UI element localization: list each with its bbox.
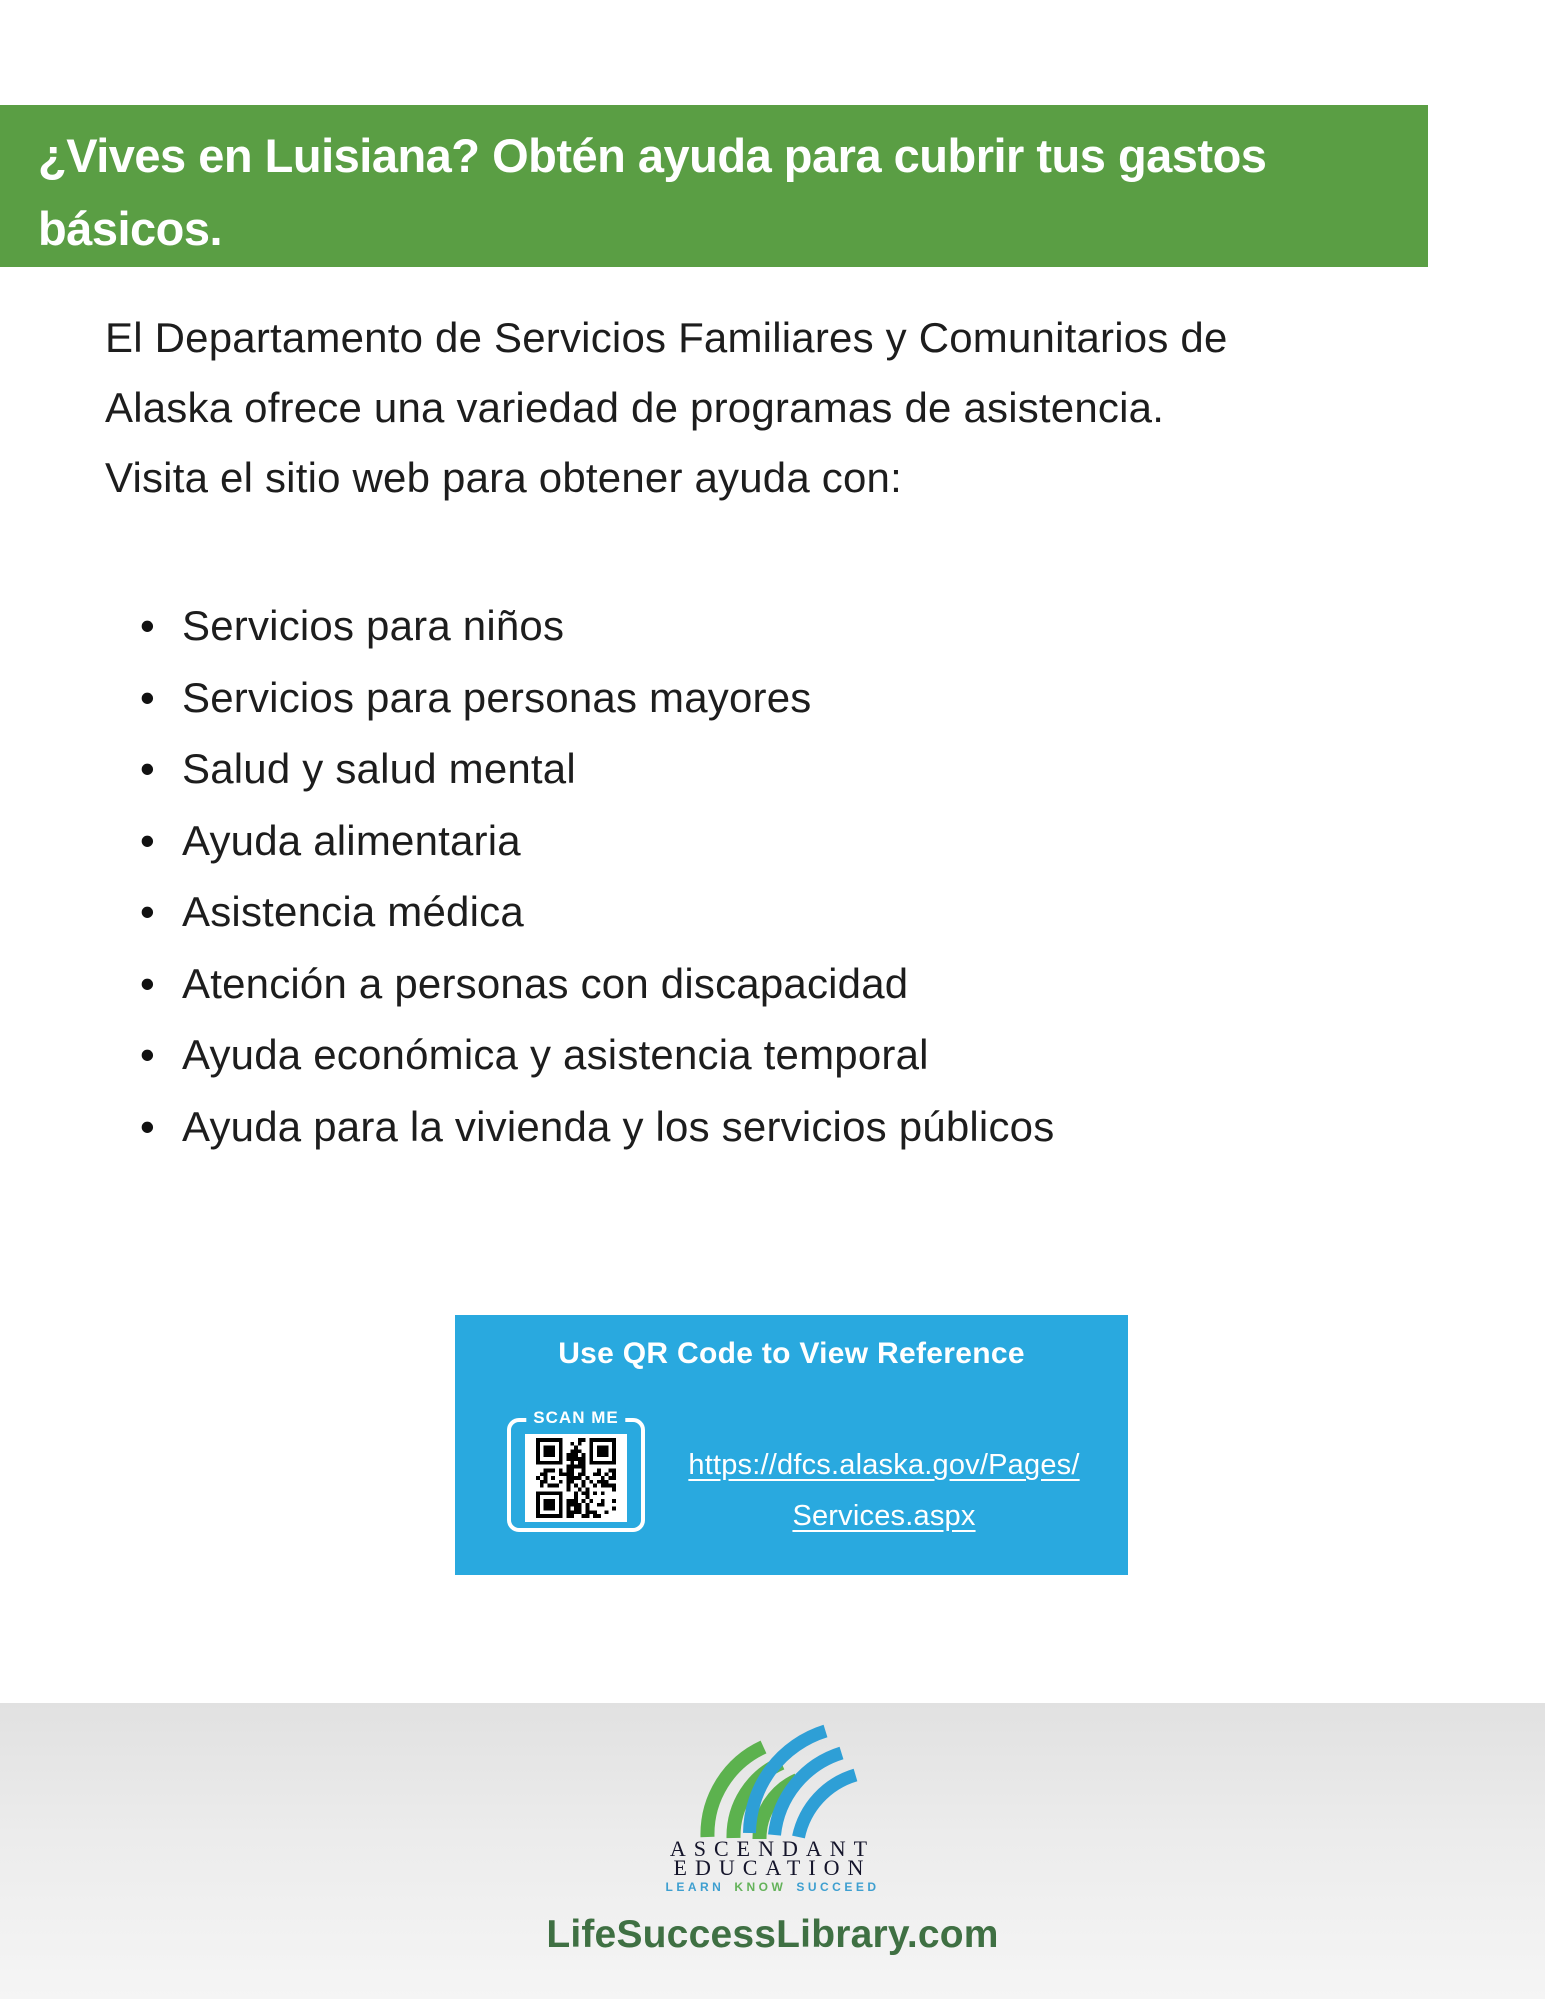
bullet-icon: •	[140, 888, 155, 935]
qr-reference-box	[455, 1315, 1128, 1575]
brand-line-ascendant: ASCENDANT	[669, 1836, 876, 1861]
footer	[0, 1703, 1545, 1999]
list-item	[140, 662, 1440, 734]
brand-wordmark	[665, 1836, 880, 1894]
reference-link-line2[interactable]: Services.aspx	[792, 1500, 976, 1532]
website-url: LifeSuccessLibrary.com	[546, 1913, 999, 1956]
list-item-label: Servicios para personas mayores	[182, 673, 812, 721]
qr-box-title: Use QR Code to View Reference	[558, 1337, 1025, 1370]
list-item-label: Ayuda económica y asistencia temporal	[182, 1031, 929, 1078]
brand-line-education: EDUCATION	[673, 1855, 872, 1880]
intro-line: Alaska ofrece una variedad de programas de asistencia.	[105, 384, 1165, 431]
list-item-label: Ayuda para la vivienda y los servicios públicos	[182, 1102, 1055, 1150]
list-item-label: Servicios para niños	[182, 602, 565, 649]
bullet-icon: •	[140, 816, 155, 864]
qr-code-pattern	[536, 1438, 616, 1518]
tagline-succeed: SUCCEED	[796, 1880, 880, 1894]
list-item-label: Asistencia médica	[182, 888, 524, 935]
bullet-icon: •	[140, 745, 155, 792]
list-item	[140, 590, 1440, 662]
scan-me-frame	[507, 1408, 645, 1532]
list-item-label: Atención a personas con discapacidad	[182, 959, 909, 1007]
header-banner	[0, 105, 1428, 267]
bullet-icon: •	[140, 1102, 155, 1150]
list-item-label: Ayuda alimentaria	[182, 816, 521, 864]
intro-paragraph	[105, 303, 1445, 513]
brand-tagline	[665, 1880, 879, 1894]
bullet-icon: •	[140, 1031, 155, 1078]
list-item	[140, 876, 1440, 948]
tagline-learn: LEARN	[665, 1880, 725, 1894]
list-item	[140, 733, 1440, 805]
reference-link	[650, 1440, 1118, 1542]
reference-link-line1[interactable]: https://dfcs.alaska.gov/Pages/	[688, 1449, 1080, 1481]
intro-line: El Departamento de Servicios Familiares y Comunitarios de	[105, 314, 1228, 361]
intro-line: Visita el sitio web para obtener ayuda con:	[105, 454, 902, 501]
tagline-know: KNOW	[734, 1880, 787, 1894]
bullet-icon: •	[140, 673, 155, 721]
list-item-label: Salud y salud mental	[182, 745, 576, 792]
bullet-icon: •	[140, 959, 155, 1007]
scan-me-label: SCAN ME	[526, 1408, 625, 1428]
list-item	[140, 948, 1440, 1020]
list-item	[140, 1091, 1440, 1163]
list-item	[140, 1019, 1440, 1091]
list-item	[140, 805, 1440, 877]
bullet-icon: •	[140, 602, 155, 649]
banner-title: ¿Vives en Luisiana? Obtén ayuda para cubrir tus gastos básicos.	[38, 129, 1267, 255]
ascendant-education-logo-icon	[675, 1717, 870, 1839]
services-list	[140, 590, 1440, 1162]
qr-code-icon	[525, 1434, 627, 1522]
